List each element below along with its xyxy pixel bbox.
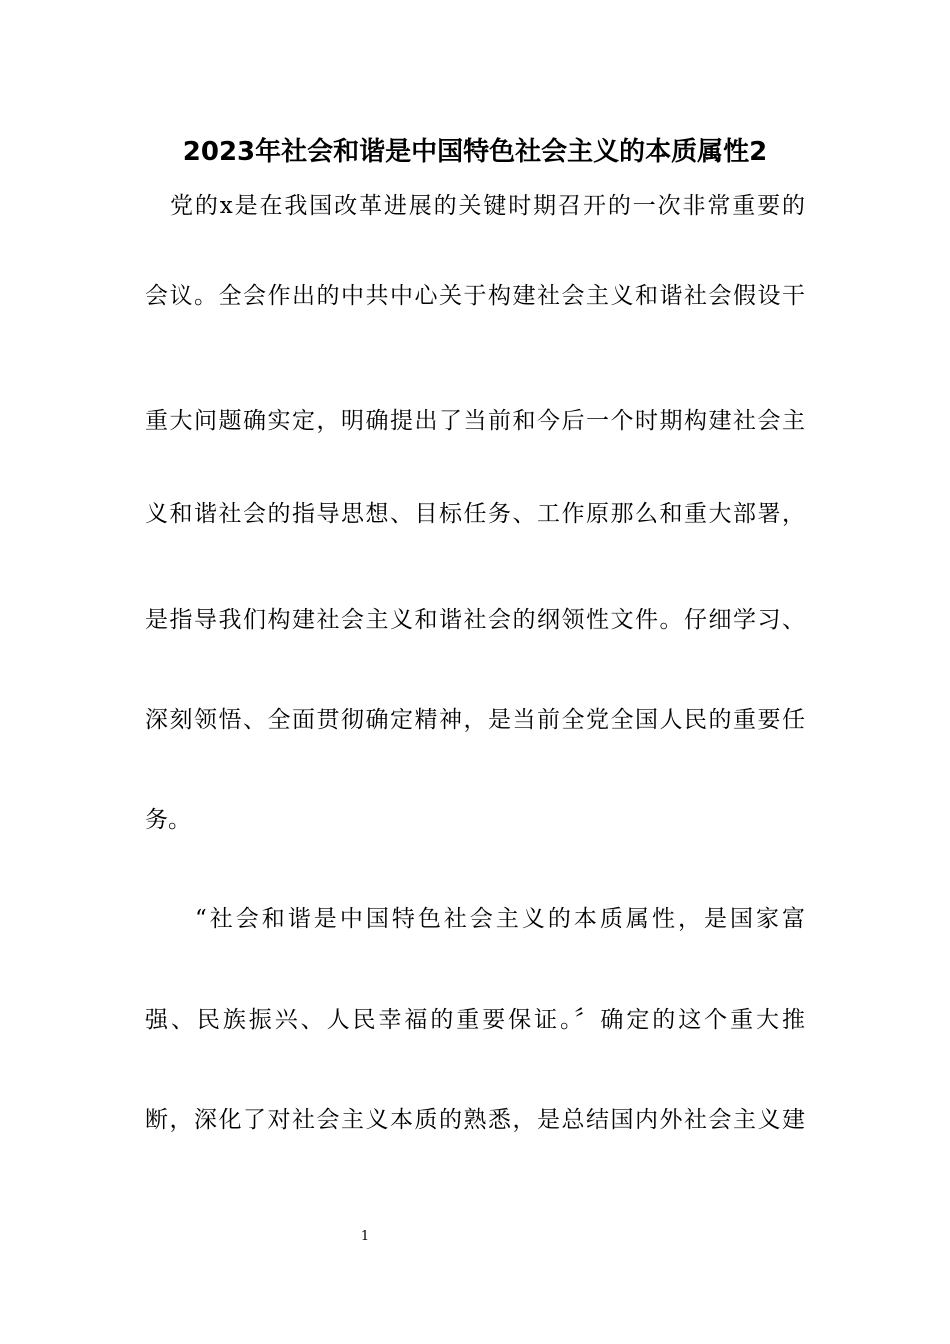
paragraph-1-line-6: 深刻领悟、全面贯彻确定精神，是当前全党全国人民的重要任: [145, 707, 805, 733]
paragraph-1-line-1: 党的x是在我国改革进展的关键时期召开的一次非常重要的: [170, 193, 805, 219]
paragraph-1-line-4: 义和谐社会的指导思想、目标任务、工作原那么和重大部署，: [145, 501, 805, 527]
paragraph-2-line-1: “社会和谐是中国特色社会主义的本质属性，是国家富: [195, 906, 805, 932]
paragraph-1-line-7: 务。: [145, 807, 191, 833]
document-title: 2023年社会和谐是中国特色社会主义的本质属性2: [182, 137, 768, 167]
paragraph-1-line-3: 重大问题确实定，明确提出了当前和今后一个时期构建社会主: [145, 408, 805, 434]
paragraph-2-line-3: 断，深化了对社会主义本质的熟悉，是总结国内外社会主义建: [145, 1107, 805, 1133]
paragraph-1-line-2: 会议。全会作出的中共中心关于构建社会主义和谐社会假设干: [145, 283, 805, 309]
paragraph-1-line-5: 是指导我们构建社会主义和谐社会的纲领性文件。仔细学习、: [145, 607, 805, 633]
paragraph-2-line-2: 强、民族振兴、人民幸福的重要保证。〞确定的这个重大推: [145, 1007, 805, 1033]
page-number: 1: [360, 1229, 370, 1244]
